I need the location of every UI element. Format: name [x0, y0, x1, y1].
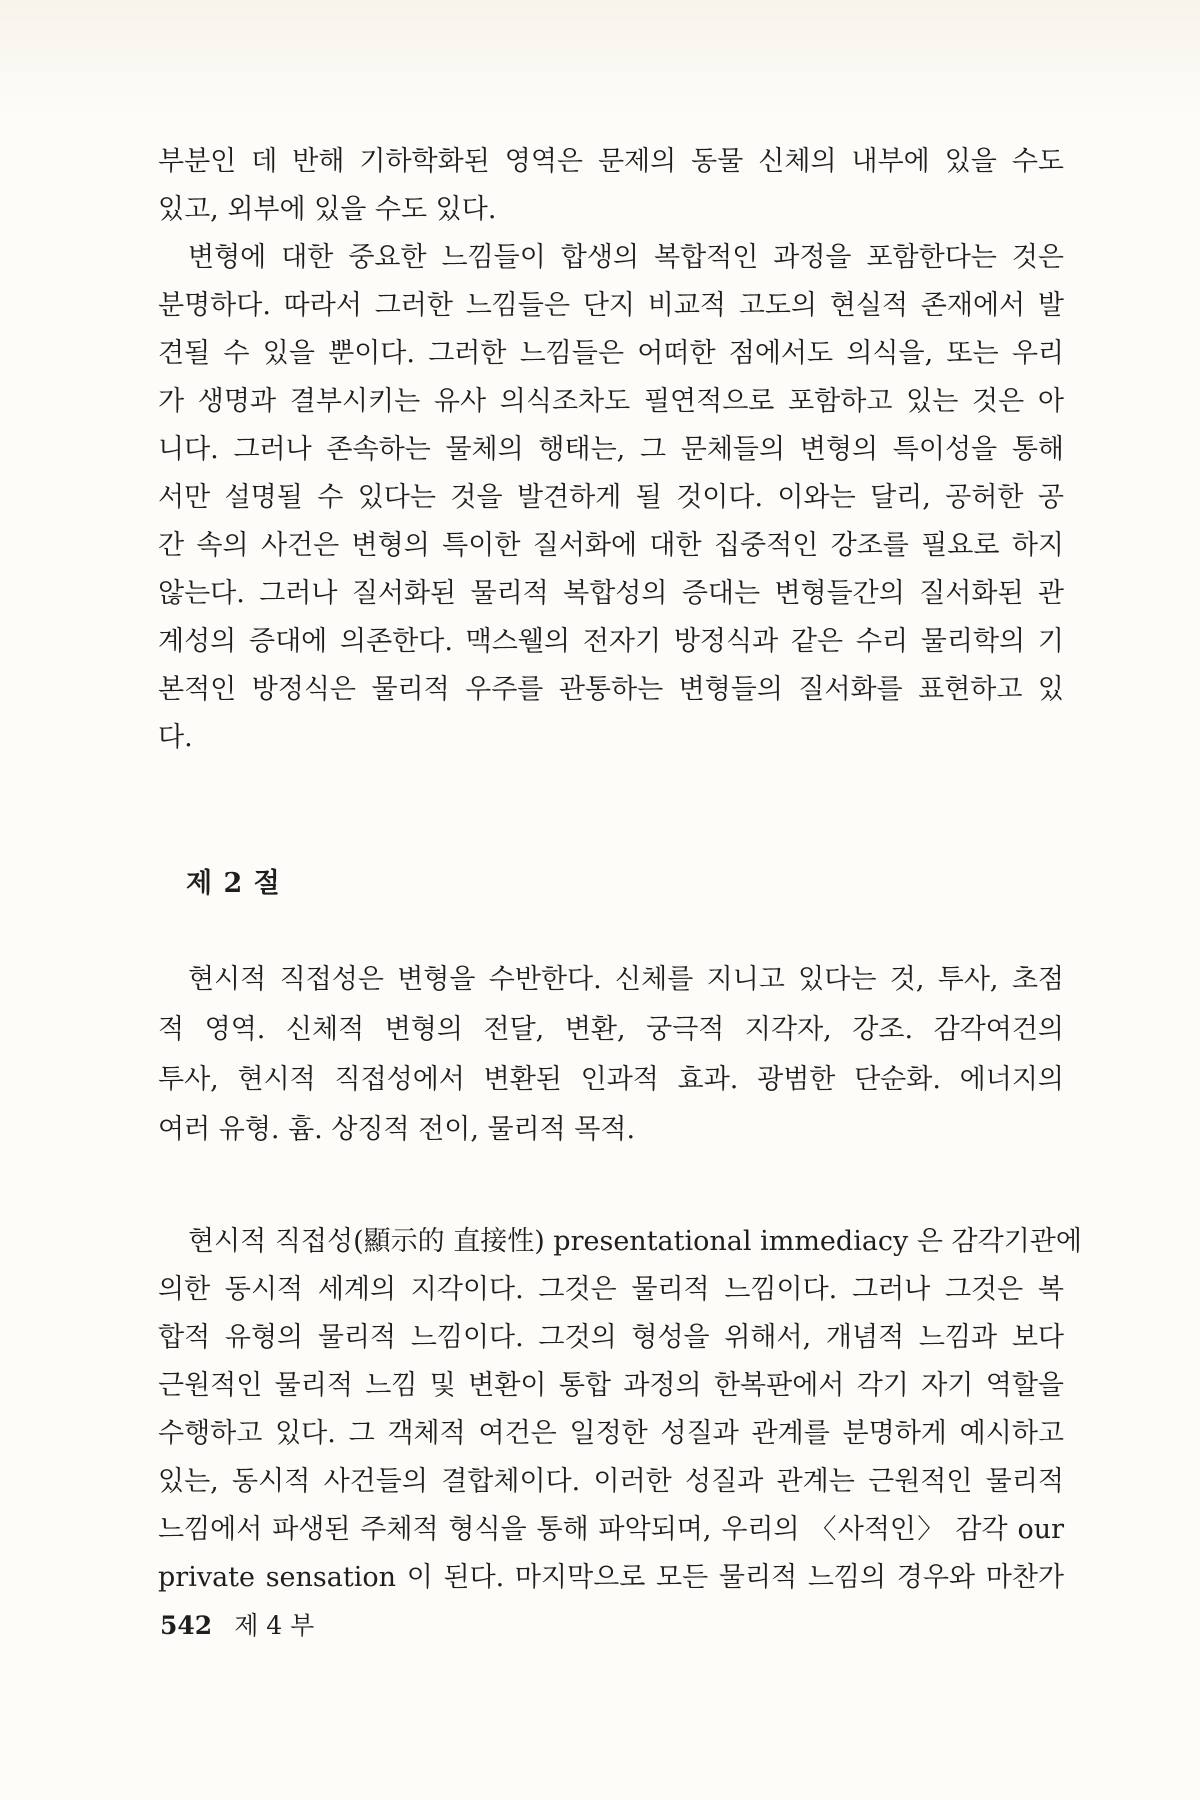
paragraph-2-line-11: 다. [158, 722, 193, 753]
paragraph-2-line-1: 변형에 대한 중요한 느낌들이 합생의 복합적인 과정을 포함한다는 것은 [188, 242, 1064, 273]
part-label: 제 4 부 [234, 1611, 315, 1640]
paragraph-3-line-5: 수행하고 있다. 그 객체적 여건은 일정한 성질과 관계를 분명하게 예시하고 [158, 1418, 1064, 1449]
summary-line-3: 투사, 현시적 직접성에서 변환된 인과적 효과. 광범한 단순화. 에너지의 [158, 1064, 1064, 1095]
paragraph-2-line-8: 않는다. 그러나 질서화된 물리적 복합성의 증대는 변형들간의 질서화된 관 [158, 578, 1064, 609]
paragraph-3-line-7: 느낌에서 파생된 주체적 형식을 통해 파악되며, 우리의 〈사적인〉 감각 our [158, 1514, 1064, 1545]
summary-line-4: 여러 유형. 흄. 상징적 전이, 물리적 목적. [158, 1114, 636, 1145]
paragraph-3-line-8: private sensation 이 된다. 마지막으로 모든 물리적 느낌의 경우와 마찬가 [158, 1562, 1064, 1593]
summary-line-2: 적 영역. 신체적 변형의 전달, 변환, 궁극적 지각자, 강조. 감각여건의 [158, 1014, 1064, 1045]
paragraph-1-line-1: 부분인 데 반해 기하학화된 영역은 문제의 동물 신체의 내부에 있을 수도 [158, 146, 1064, 177]
summary-line-1: 현시적 직접성은 변형을 수반한다. 신체를 지니고 있다는 것, 투사, 초점 [188, 964, 1064, 995]
paragraph-2-line-7: 간 속의 사건은 변형의 특이한 질서화에 대한 집중적인 강조를 필요로 하지 [158, 530, 1064, 561]
paragraph-2-line-3: 견될 수 있을 뿐이다. 그러한 느낌들은 어떠한 점에서도 의식을, 또는 우리 [158, 338, 1064, 369]
paragraph-2-line-4: 가 생명과 결부시키는 유사 의식조차도 필연적으로 포함하고 있는 것은 아 [158, 386, 1064, 417]
page-footer [160, 1608, 314, 1644]
section-heading: 제 2 절 [186, 868, 281, 899]
paragraph-3-line-3: 합적 유형의 물리적 느낌이다. 그것의 형성을 위해서, 개념적 느낌과 보다 [158, 1322, 1064, 1353]
paragraph-2-line-6: 서만 설명될 수 있다는 것을 발견하게 될 것이다. 이와는 달리, 공허한 공 [158, 482, 1064, 513]
paragraph-1-line-2: 있고, 외부에 있을 수도 있다. [158, 194, 497, 225]
paragraph-3-line-1: 현시적 직접성(顯示的 直接性) presentational immediacy 은 감각기관에 [188, 1226, 1082, 1257]
paragraph-3-line-2: 의한 동시적 세계의 지각이다. 그것은 물리적 느낌이다. 그러나 그것은 복 [158, 1274, 1064, 1305]
paragraph-2-line-5: 니다. 그러나 존속하는 물체의 행태는, 그 문체들의 변형의 특이성을 통해 [158, 434, 1064, 465]
paragraph-2-line-2: 분명하다. 따라서 그러한 느낌들은 단지 비교적 고도의 현실적 존재에서 발 [158, 290, 1064, 321]
paragraph-3-line-4: 근원적인 물리적 느낌 및 변환이 통합 과정의 한복판에서 각기 자기 역할을 [158, 1370, 1064, 1401]
paragraph-2-line-9: 계성의 증대에 의존한다. 맥스웰의 전자기 방정식과 같은 수리 물리학의 기 [158, 626, 1064, 657]
page-number: 542 [160, 1611, 213, 1640]
paragraph-2-line-10: 본적인 방정식은 물리적 우주를 관통하는 변형들의 질서화를 표현하고 있 [158, 674, 1064, 705]
paragraph-3-line-6: 있는, 동시적 사건들의 결합체이다. 이러한 성질과 관계는 근원적인 물리적 [158, 1466, 1064, 1497]
